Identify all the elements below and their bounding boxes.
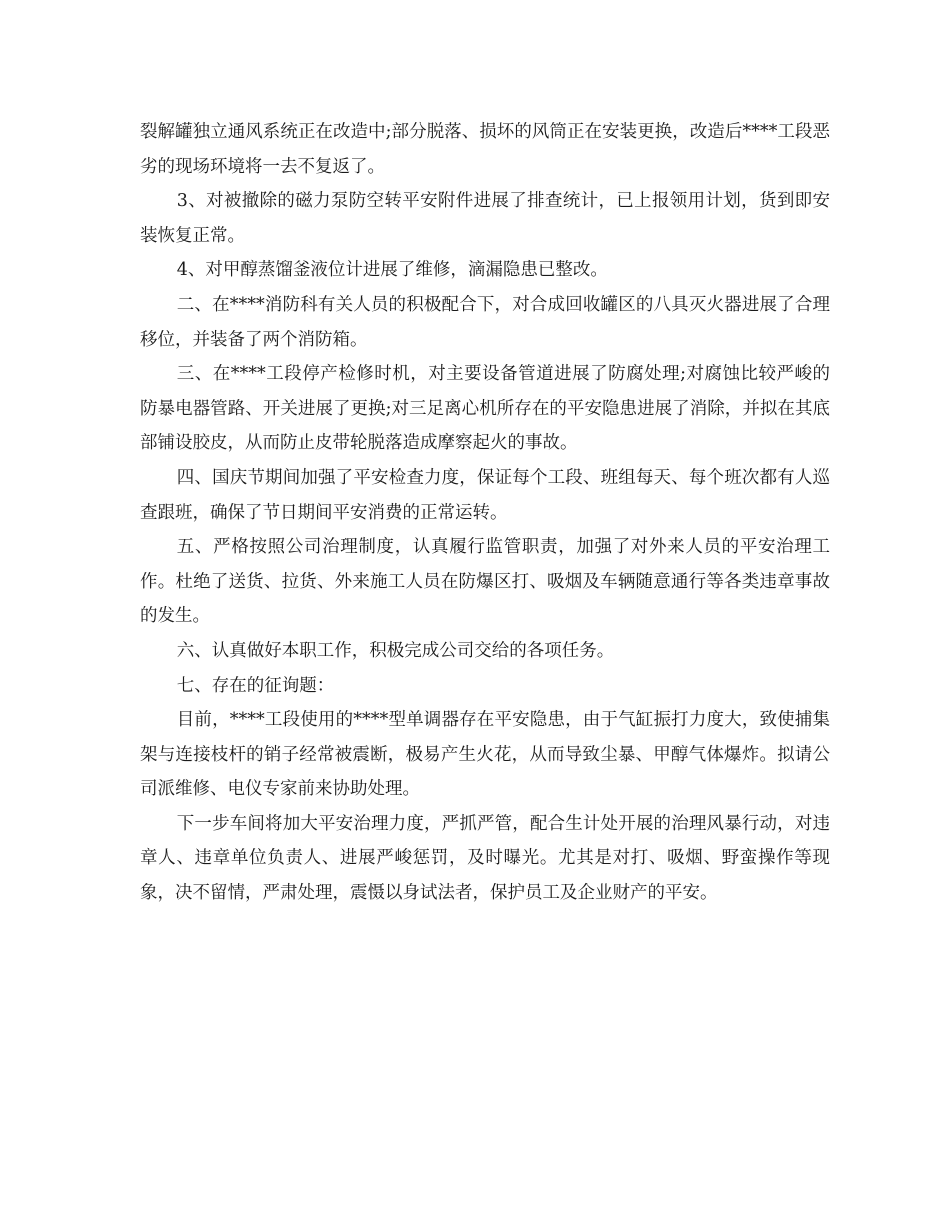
paragraph-section-5-visitor-management: 五、严格按照公司治理制度，认真履行监管职责，加强了对外来人员的平安治理工作。杜绝了送货、拉货、外来施工人员在防爆区打、吸烟及车辆随意通行等各类违章事故的发生。 [140,537,830,627]
document-body [140,115,830,911]
paragraph-item-4-level-gauge: 4、对甲醇蒸馏釜液位计进展了维修，滴漏隐患已整改。 [176,260,608,281]
paragraph-section-2-fire-extinguishers: 二、在****消防科有关人员的积极配合下，对合成回收罐区的八具灭火器进展了合理移位，并装备了两个消防箱。 [140,294,830,350]
paragraph-existing-problem: 目前，****工段使用的****型单调器存在平安隐患，由于气缸振打力度大，致使捕集架与连接枝杆的销子经常被震断，极易产生火花，从而导致尘暴、甲醇气体爆炸。拟请公司派维修、电仪专家前来协助处理。 [140,710,830,800]
paragraph-ventilation-retrofit: 裂解罐独立通风系统正在改造中;部分脱落、损坏的风筒正在安装更换，改造后****工段恶劣的现场环境将一去不复返了。 [140,122,830,177]
paragraph-item-3-pump-safety: 3、对被撤除的磁力泵防空转平安附件进展了排查统计，已上报领用计划，货到即安装恢复正常。 [140,191,830,246]
paragraph-section-4-holiday-inspection: 四、国庆节期间加强了平安检查力度，保证每个工段、班组每天、每个班次都有人巡查跟班，确保了节日期间平安消费的正常运转。 [140,467,830,523]
paragraph-section-7-heading: 七、存在的征询题： [176,675,335,696]
paragraph-section-3-maintenance: 三、在****工段停产检修时机，对主要设备管道进展了防腐处理;对腐蚀比较严峻的防暴电器管路、开关进展了更换;对三足离心机所存在的平安隐患进展了消除，并拟在其底部铺设胶皮，从而防止皮带轮脱落造成摩察起火的事故。 [140,364,830,454]
paragraph-next-steps: 下一步车间将加大平安治理力度，严抓严管，配合生计处开展的治理风暴行动，对违章人、违章单位负责人、进展严峻惩罚，及时曝光。尤其是对打、吸烟、野蛮操作等现象，决不留情，严肃处理，震慑以身试法者，保护员工及企业财产的平安。 [140,813,830,904]
paragraph-section-6-duties: 六、认真做好本职工作，积极完成公司交给的各项任务。 [176,640,615,661]
